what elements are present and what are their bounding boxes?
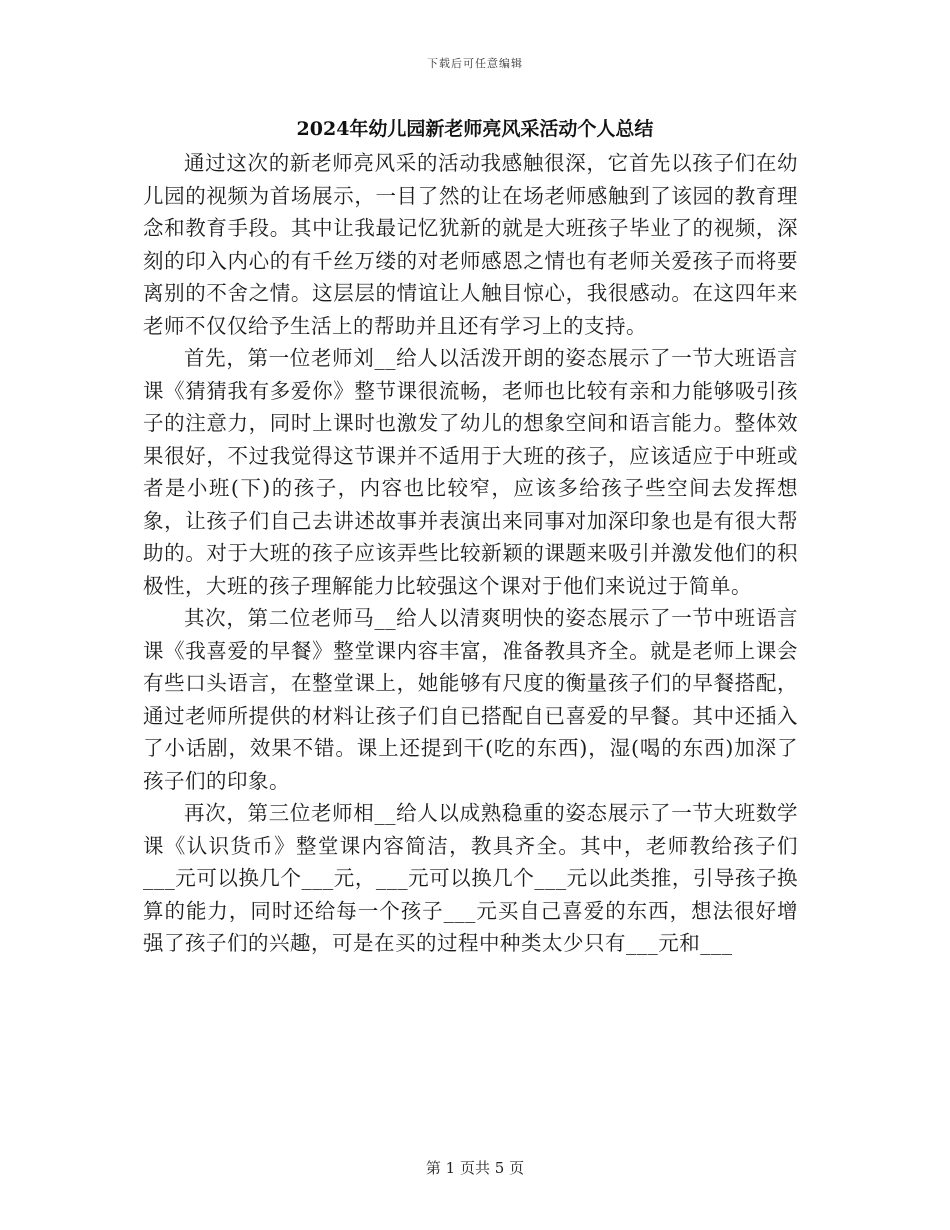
paragraph-first-teacher: 首先，第一位老师刘__给人以活泼开朗的姿态展示了一节大班语言课《猜猜我有多爱你》整节课很流畅，老师也比较有亲和力能够吸引孩子的注意力，同时上课时也激发了幼儿的想象空间和语言能力。整体效果很好，不过我觉得这节课并不适用于大班的孩子，应该适应于中班或者是小班(下)的孩子，内容也比较窄，应该多给孩子些空间去发挥想象，让孩子们自己去讲述故事并表演出来同事对加深印象也是有很大帮助的。对于大班的孩子应该弄些比较新颖的课题来吸引并激发他们的积极性，大班的孩子理解能力比较强这个课对于他们来说过于简单。 [143, 346, 798, 598]
paragraph-second-teacher: 其次，第二位老师马__给人以清爽明快的姿态展示了一节中班语言课《我喜爱的早餐》整堂课内容丰富，准备教具齐全。就是老师上课会有些口头语言，在整堂课上，她能够有尺度的衡量孩子们的早餐搭配，通过老师所提供的材料让孩子们自已搭配自已喜爱的早餐。其中还插入了小话剧，效果不错。课上还提到干(吃的东西)，湿(喝的东西)加深了孩子们的印象。 [143, 606, 798, 793]
paragraph-intro: 通过这次的新老师亮风采的活动我感触很深，它首先以孩子们在幼儿园的视频为首场展示，一目了然的让在场老师感触到了该园的教育理念和教育手段。其中让我最记忆犹新的就是大班孩子毕业了的视频，深刻的印入内心的有千丝万缕的对老师感恩之情也有老师关爱孩子而将要离别的不舍之情。这层层的情谊让人触目惊心，我很感动。在这四年来老师不仅仅给予生活上的帮助并且还有学习上的支持。 [143, 151, 798, 338]
document-title: 2024年幼儿园新老师亮风采活动个人总结 [296, 118, 654, 140]
header-note: 下载后可任意编辑 [427, 57, 523, 70]
document-body [143, 147, 798, 960]
page-number: 第 1 页共 5 页 [425, 1159, 525, 1177]
paragraph-third-teacher: 再次，第三位老师相__给人以成熟稳重的姿态展示了一节大班数学课《认识货币》整堂课内容简洁，教具齐全。其中，老师教给孩子们___元可以换几个___元，___元可以换几个___元以此类推，引导孩子换算的能力，同时还给每一个孩子___元买自己喜爱的东西，想法很好增强了孩子们的兴趣，可是在买的过程中种类太少只有___元和___ [143, 801, 798, 955]
